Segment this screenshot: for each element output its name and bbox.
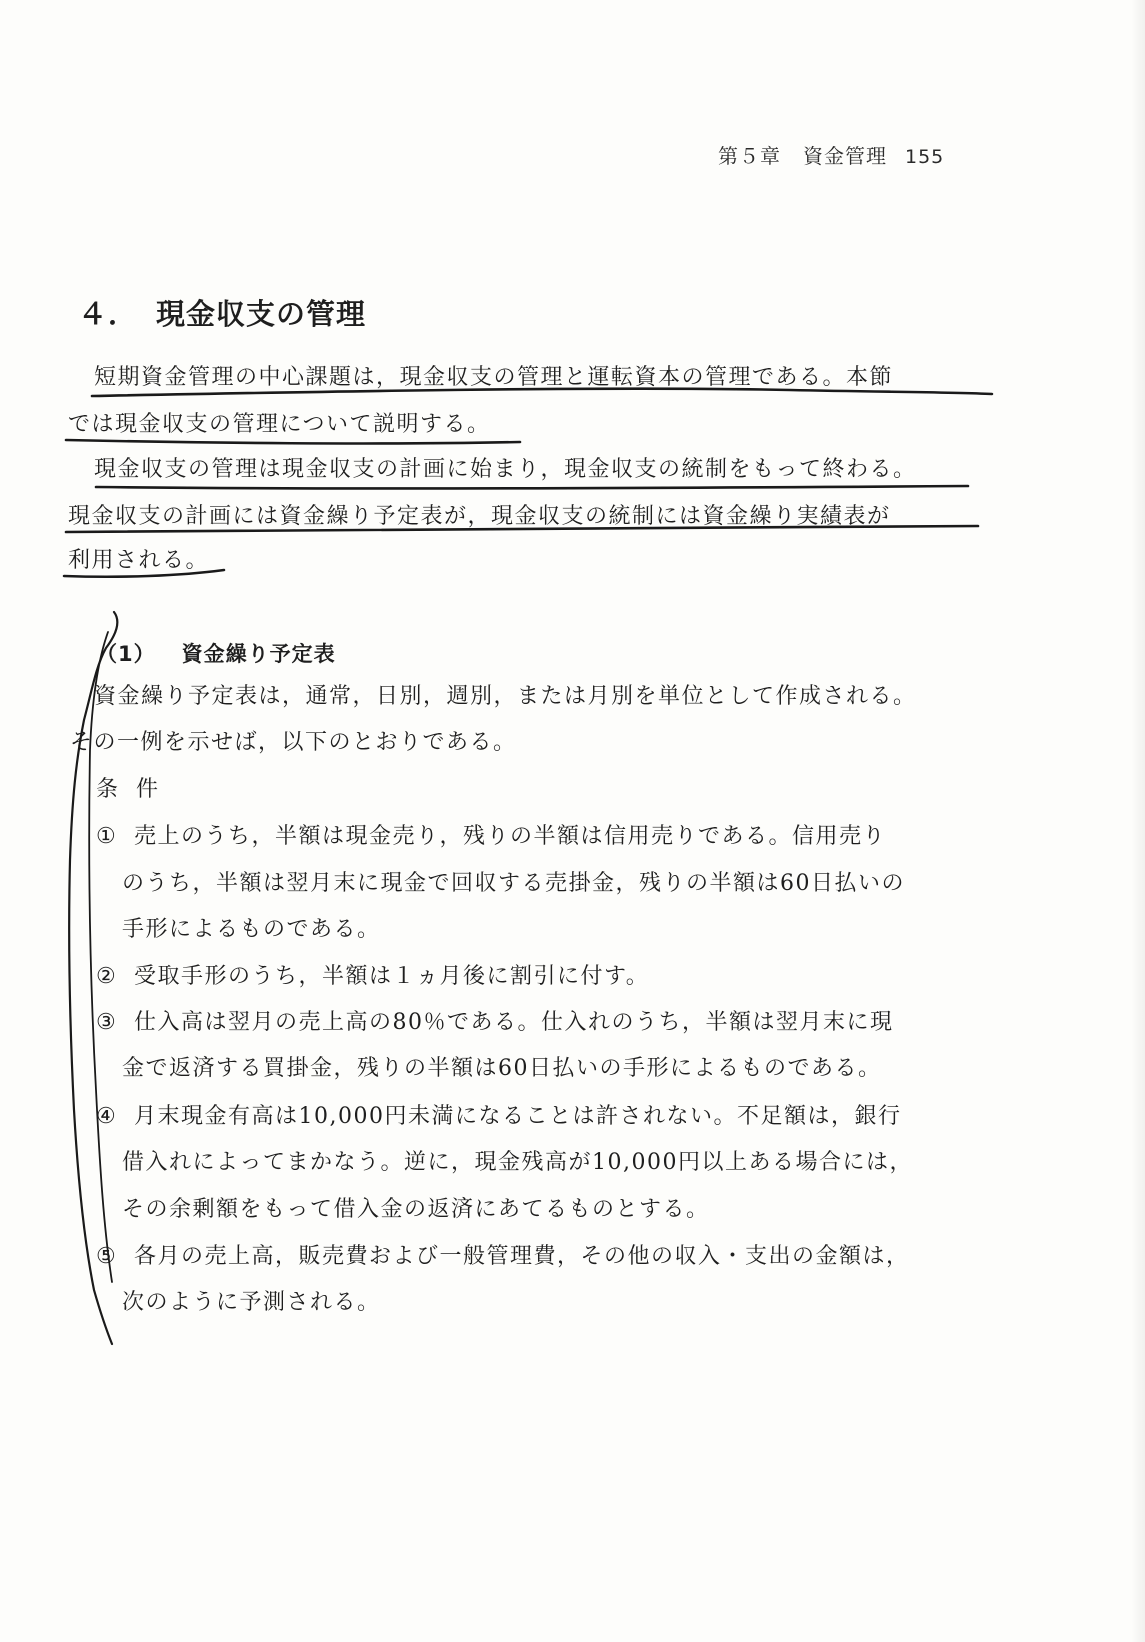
condition-marker: ② [96,964,118,989]
subsection-number: （1） [96,642,156,666]
condition-item-3 [96,1008,894,1038]
condition-text: 次のように予測される。 [122,1290,381,1315]
conditions-label: 条件 [96,777,177,802]
body-line: その一例を示せば，以下のとおりである。 [70,730,517,755]
subsection-title: 資金繰り予定表 [181,642,336,666]
condition-marker: ① [96,824,118,849]
condition-text: 手形によるものである。 [122,917,381,942]
condition-text: 月末現金有高は10,000円未満になることは許されない。不足額は，銀行 [134,1104,902,1129]
condition-marker: ⑤ [96,1244,118,1269]
condition-item-2 [96,962,649,992]
section-title: 現金収支の管理 [156,297,367,331]
condition-marker: ③ [96,1010,118,1035]
condition-text: 各月の売上高，販売費および一般管理費，その他の収入・支出の金額は， [134,1244,910,1269]
intro-line: 短期資金管理の中心課題は，現金収支の管理と運転資本の管理である。本節 [94,365,894,390]
section-heading [78,292,366,333]
condition-text: その余剰額をもって借入金の返済にあてるものとする。 [122,1197,710,1222]
body-line: 資金繰り予定表は，通常，日別，週別，または月別を単位として作成される。 [94,684,917,709]
condition-text: 仕入高は翌月の売上高の80％である。仕入れのうち，半額は翌月末に現 [134,1010,894,1035]
condition-marker: ④ [96,1104,118,1129]
intro-line: 現金収支の計画には資金繰り予定表が，現金収支の統制には資金繰り実績表が [68,504,891,529]
intro-line: 利用される。 [68,548,210,573]
condition-item-1 [96,822,886,852]
chapter-title: 資金管理 [803,144,887,168]
running-header [718,140,944,169]
subsection-heading [96,638,336,668]
underline-stroke [66,440,520,443]
intro-line: 現金収支の管理は現金収支の計画に始まり，現金収支の統制をもって終わる。 [94,457,917,482]
page-number: 155 [905,146,945,168]
condition-item-5 [96,1242,910,1272]
condition-text: 借入れによってまかなう。逆に，現金残高が10,000円以上ある場合には， [122,1150,913,1175]
page-edge-shadow [1131,0,1145,1642]
intro-line: では現金収支の管理について説明する。 [68,412,491,437]
condition-text: のうち，半額は翌月末に現金で回収する売掛金，残りの半額は60日払いの [122,871,905,896]
condition-item-4 [96,1102,901,1132]
condition-text: 売上のうち，半額は現金売り，残りの半額は信用売りである。信用売り [134,824,887,849]
condition-text: 金で返済する買掛金，残りの半額は60日払いの手形によるものである。 [122,1056,882,1081]
section-number: ４． [78,297,139,331]
chapter-number: 第５章 [718,144,781,168]
underline-stroke [96,486,968,489]
condition-text: 受取手形のうち，半額は１ヵ月後に割引に付す。 [134,964,650,989]
